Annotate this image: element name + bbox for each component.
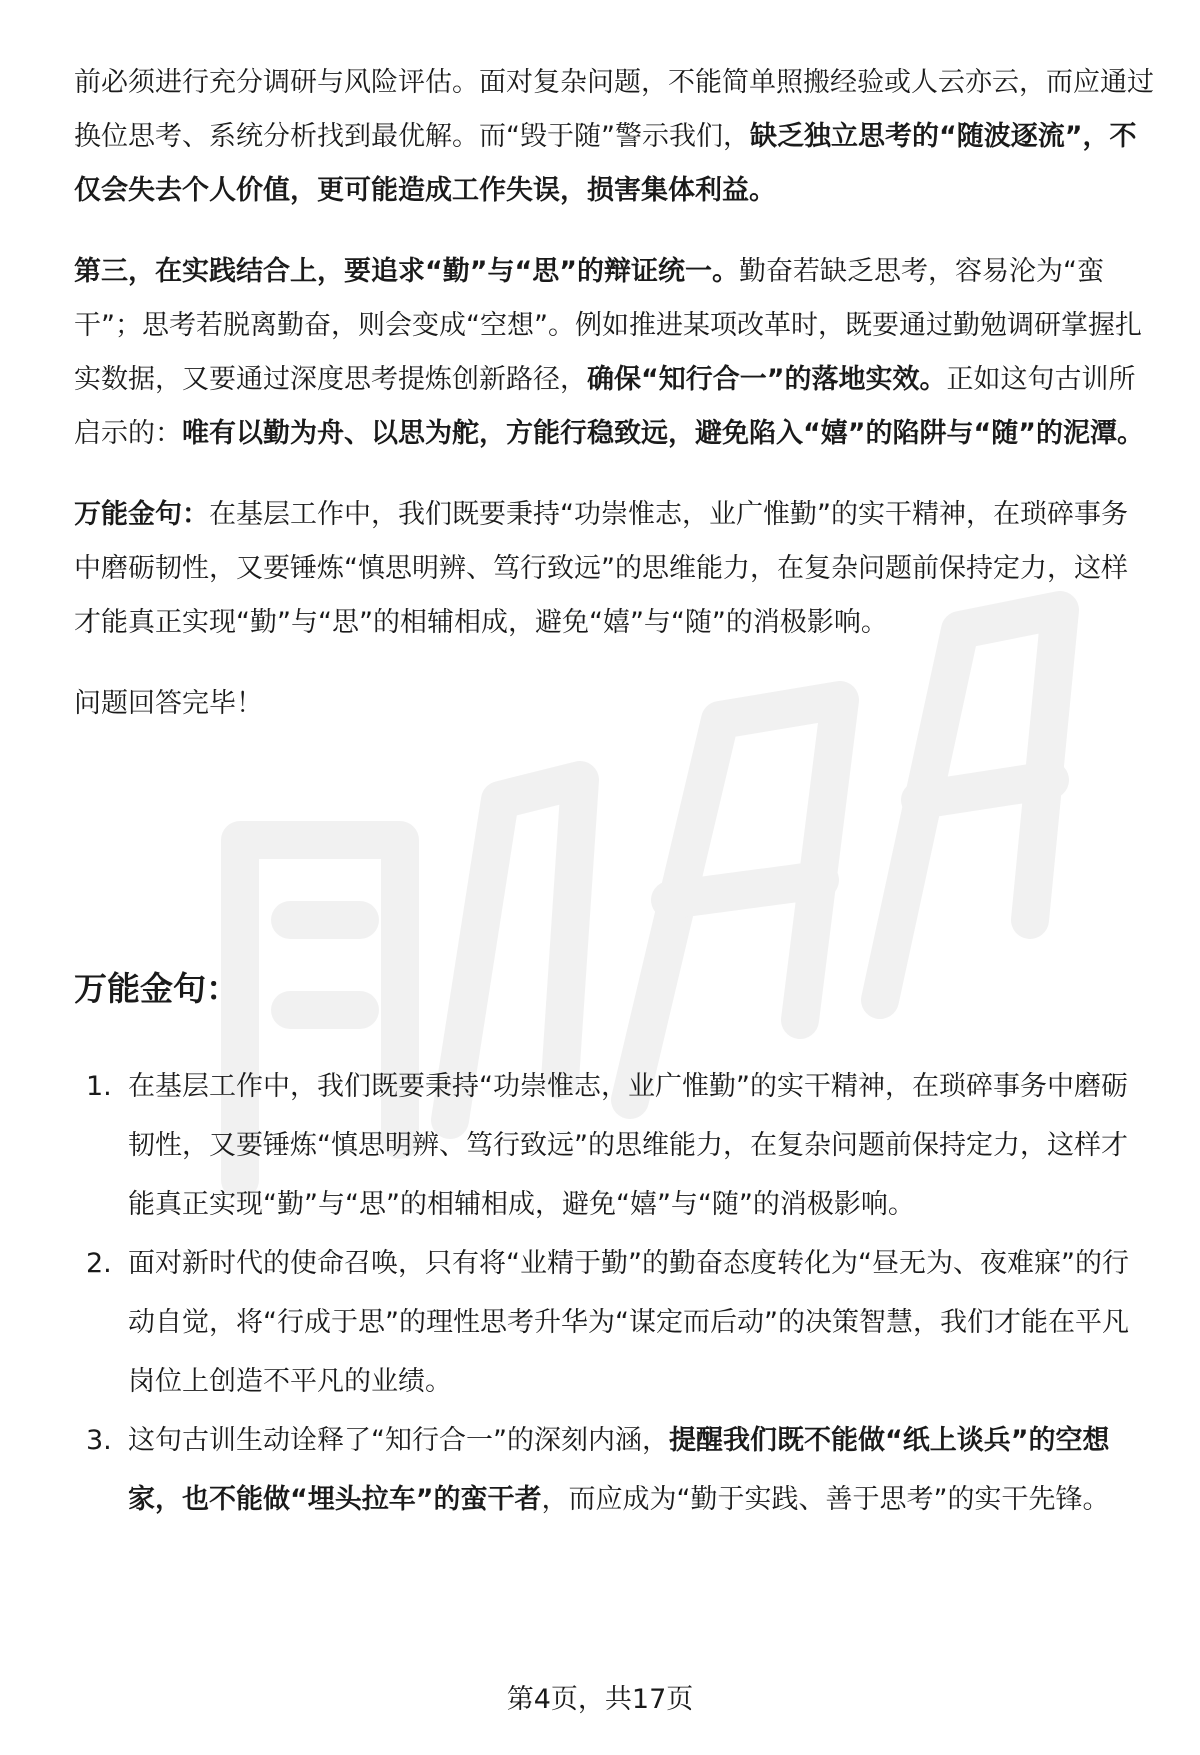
text-run: 正如这句古训所启示的： [74, 364, 1136, 449]
document-body [74, 56, 1154, 731]
list-item [74, 1411, 1154, 1529]
list-number: 1. [86, 1071, 112, 1102]
text-run: ，而应成为“勤于实践、善于思考”的实干先锋。 [541, 1484, 1110, 1515]
text-run: 勤奋若缺乏思考，容易沦为“蛮干”；思考若脱离勤奋，则会变成“空想”。例如推进某项改革时，既要通过勤勉调研掌握扎实数据，又要通过深度思考提炼创新路径， [74, 256, 1142, 395]
list-item [74, 1234, 1154, 1411]
paragraph-1 [74, 56, 1154, 218]
text-run: 在基层工作中，我们既要秉持“功崇惟志，业广惟勤”的实干精神，在琐碎事务中磨砺韧性，又要锤炼“慎思明辨、笃行致远”的思维能力，在复杂问题前保持定力，这样才能真正实现“勤”与“思”的相辅相成，避免“嬉”与“随”的消极影响。 [128, 1071, 1128, 1220]
quote-list [74, 1057, 1154, 1529]
paragraph-4 [74, 677, 1154, 731]
list-item-text [128, 1071, 1128, 1220]
text-run: 前必须进行充分调研与风险评估。面对复杂问题，不能简单照搬经验或人云亦云，而应通过换位思考、系统分析找到最优解。而“毁于随”警示我们， [74, 67, 1154, 152]
section-heading: 万能金句： [74, 969, 239, 1008]
list-item-text [128, 1425, 1109, 1515]
paragraph-3 [74, 488, 1154, 650]
bold-text: 第三，在实践结合上，要追求“勤”与“思”的辩证统一。 [74, 256, 739, 287]
list-number: 3. [86, 1425, 112, 1456]
paragraph-2 [74, 245, 1154, 461]
text-run: 这句古训生动诠释了“知行合一”的深刻内涵， [128, 1425, 669, 1456]
bold-text: 提醒我们既不能做“纸上谈兵”的空想家，也不能做“埋头拉车”的蛮干者 [128, 1425, 1110, 1515]
bold-text: 万能金句： [74, 499, 209, 530]
text-run: 面对新时代的使命召唤，只有将“业精于勤”的勤奋态度转化为“昼无为、夜难寐”的行动自觉，将“行成于思”的理性思考升华为“谋定而后动”的决策智慧，我们才能在平凡岗位上创造不平凡的业绩。 [128, 1248, 1129, 1397]
bold-text: 唯有以勤为舟、以思为舵，方能行稳致远，避免陷入“嬉”的陷阱与“随”的泥潭。 [182, 418, 1144, 449]
text-run: 在基层工作中，我们既要秉持“功崇惟志，业广惟勤”的实干精神，在琐碎事务中磨砺韧性，又要锤炼“慎思明辨、笃行致远”的思维能力，在复杂问题前保持定力，这样才能真正实现“勤”与“思”的相辅相成，避免“嬉”与“随”的消极影响。 [74, 499, 1128, 638]
page-number: 第4页，共17页 [506, 1684, 694, 1715]
bold-text: 确保“知行合一”的落地实效。 [587, 364, 947, 395]
list-item-text [128, 1248, 1129, 1397]
list-item [74, 1057, 1154, 1234]
bold-text: 缺乏独立思考的“随波逐流”，不仅会失去个人价值，更可能造成工作失误，损害集体利益。 [74, 121, 1137, 206]
text-run: 问题回答完毕！ [74, 688, 263, 719]
list-number: 2. [86, 1248, 112, 1279]
